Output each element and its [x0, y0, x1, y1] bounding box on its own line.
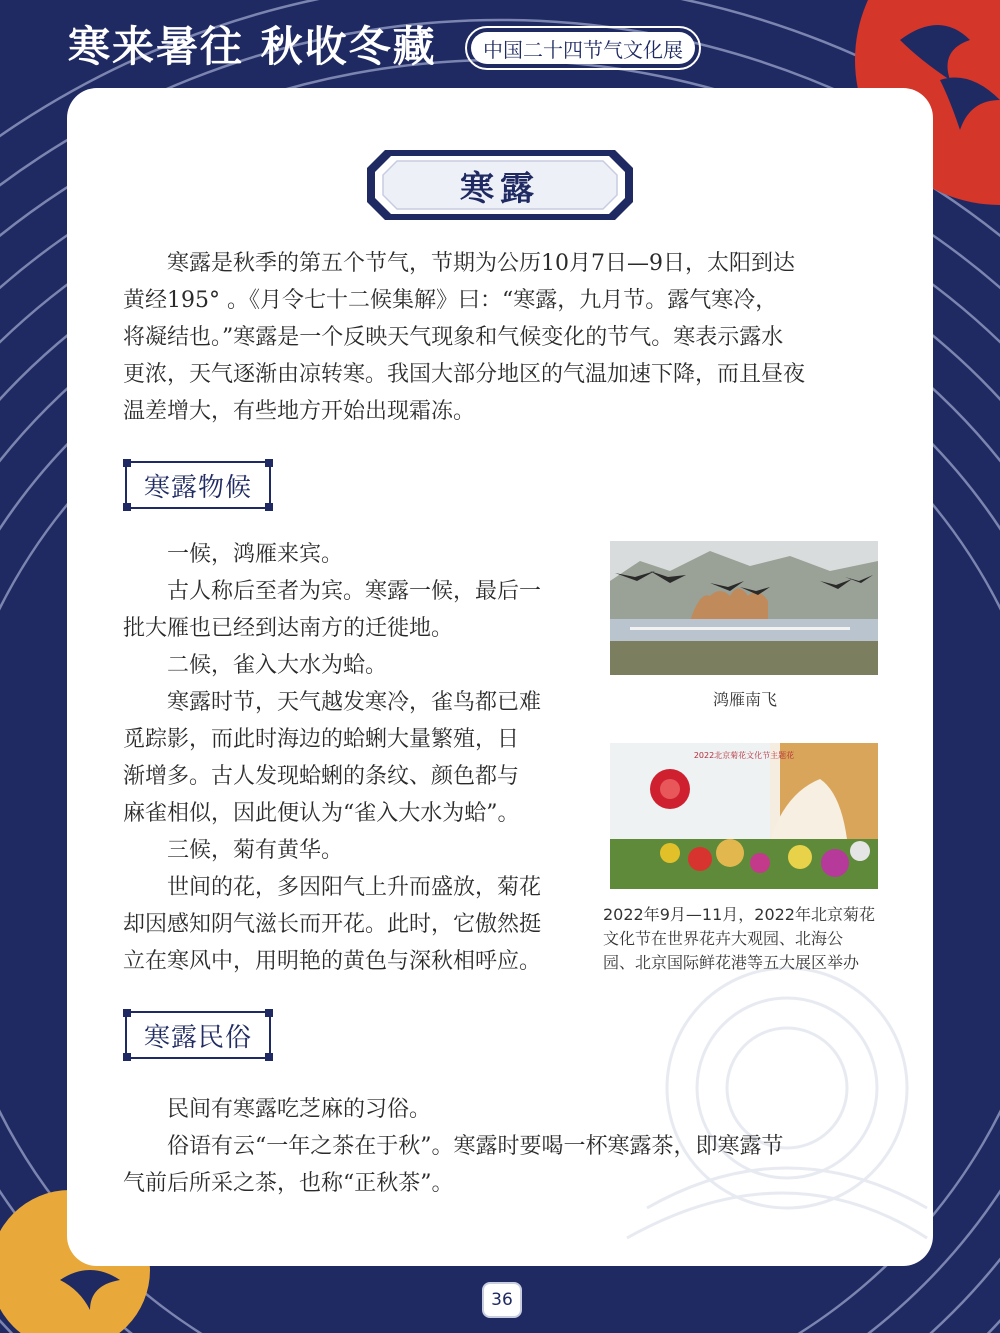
festival-photo-caption — [603, 903, 887, 975]
chrysanthemum-festival-photo — [610, 743, 878, 889]
header-subtitle-pill — [465, 26, 701, 70]
phenology-line: 古人称后至者为宾。寒露一候，最后一 — [167, 579, 542, 604]
section-label-customs — [122, 1008, 274, 1062]
phenology-line: 二候，雀入大水为蛤。 — [167, 653, 388, 678]
page-header — [0, 0, 1000, 90]
geese-photo — [610, 541, 878, 675]
header-title: 寒来暑往 秋收冬藏 — [68, 22, 437, 71]
customs-line: 俗语有云“一年之茶在于秋”。寒露时要喝一杯寒露茶，即寒露节 — [167, 1134, 784, 1159]
phenology-line: 批大雁也已经到达南方的迁徙地。 — [123, 616, 454, 641]
customs-line: 气前后所采之茶，也称“正秋茶”。 — [123, 1171, 454, 1196]
phenology-line: 觅踪影，而此时海边的蛤蜊大量繁殖，日 — [123, 727, 520, 752]
phenology-text — [123, 536, 577, 980]
phenology-line: 世间的花，多因阳气上升而盛放，菊花 — [167, 875, 542, 900]
section-label-phenology — [122, 458, 274, 512]
section-title: 寒露民俗 — [143, 1022, 252, 1053]
intro-line: 更浓，天气逐渐由凉转寒。我国大部分地区的气温加速下降，而且昼夜 — [123, 362, 806, 387]
phenology-line: 一候，鸿雁来宾。 — [167, 542, 344, 567]
geese-photo-caption: 鸿雁南飞 — [712, 690, 777, 709]
festival-caption-line: 文化节在世界花卉大观园、北海公 — [603, 929, 844, 948]
main-title-badge — [363, 146, 637, 224]
section-title: 寒露物候 — [143, 472, 252, 503]
intro-line: 温差增大，有些地方开始出现霜冻。 — [123, 399, 476, 424]
festival-caption-line: 园、北京国际鲜花港等五大展区举办 — [603, 953, 860, 972]
intro-line: 寒露是秋季的第五个节气，节期为公历10月7日—9日，太阳到达 — [167, 251, 795, 276]
phenology-line: 三候，菊有黄华。 — [167, 838, 344, 863]
content-card — [67, 88, 933, 1266]
main-title: 寒露 — [460, 168, 540, 209]
phenology-line: 麻雀相似，因此便认为“雀入大水为蛤”。 — [123, 801, 520, 826]
page-number: 36 — [482, 1282, 522, 1318]
intro-line: 黄经195° 。《月令七十二候集解》曰：“寒露，九月节。露气寒冷， — [123, 288, 778, 313]
festival-photo-banner-text: 2022北京菊花文化节主题花 — [693, 751, 795, 760]
phenology-line: 渐增多。古人发现蛤蜊的条纹、颜色都与 — [123, 764, 520, 789]
intro-line: 将凝结也。”寒露是一个反映天气现象和气候变化的节气。寒表示露水 — [123, 325, 784, 350]
phenology-line: 立在寒风中，用明艳的黄色与深秋相呼应。 — [123, 949, 542, 974]
header-subtitle: 中国二十四节气文化展 — [471, 32, 695, 64]
customs-text — [123, 1091, 879, 1202]
festival-caption-line: 2022年9月—11月，2022年北京菊花 — [603, 905, 875, 924]
customs-line: 民间有寒露吃芝麻的习俗。 — [167, 1097, 432, 1122]
intro-paragraph — [123, 245, 879, 430]
phenology-line: 却因感知阴气滋长而开花。此时，它傲然挺 — [123, 912, 542, 937]
phenology-line: 寒露时节，天气越发寒冷，雀鸟都已难 — [167, 690, 542, 715]
